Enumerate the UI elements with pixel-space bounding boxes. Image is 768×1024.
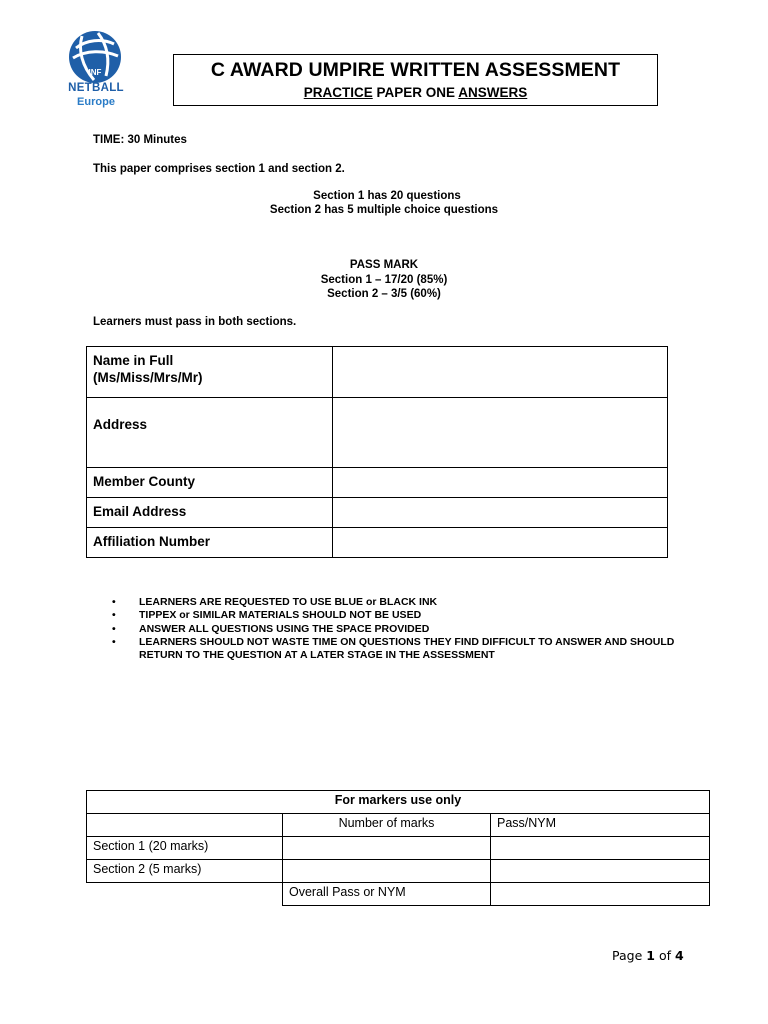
affiliation-field[interactable] [333,528,668,558]
affiliation-label: Affiliation Number [87,528,333,558]
section1-label: Section 1 (20 marks) [87,837,283,860]
overall-label: Overall Pass or NYM [283,883,491,906]
bullet-icon: • [112,635,116,648]
details-row-address [87,398,668,468]
time-text: TIME: 30 Minutes [93,134,187,146]
address-field[interactable] [333,398,668,468]
netball-europe-logo [62,30,130,110]
markers-heading-row [87,791,710,814]
page-word: Page [612,948,643,963]
address-label: Address [87,398,333,468]
instruction-text: ANSWER ALL QUESTIONS USING THE SPACE PROVIDED [139,622,430,635]
section1-count-text: Section 1 has 20 questions [313,190,461,202]
page-title: C AWARD UMPIRE WRITTEN ASSESSMENT [210,59,621,81]
markers-header-blank [87,814,283,837]
overall-pass-cell[interactable] [491,883,710,906]
instruction-item [112,623,712,636]
section2-count-text: Section 2 has 5 multiple choice questions [269,204,499,216]
instruction-text: TIPPEX or SIMILAR MATERIALS SHOULD NOT BE USED [139,609,422,622]
member-county-label: Member County [87,468,333,498]
name-field[interactable] [333,347,668,398]
subtitle-practice: PRACTICE [303,85,373,100]
section2-pass-cell[interactable] [491,860,710,883]
details-row-name [87,347,668,398]
markers-header-row [87,814,710,837]
instruction-item [112,636,712,663]
markers-heading: For markers use only [87,791,710,814]
bullet-icon: • [112,609,116,622]
name-label-line1: Name in Full [93,353,174,368]
subtitle-answers: ANSWERS [458,85,528,100]
markers-table [86,790,710,906]
brand-line2: Europe [77,96,115,108]
section1-pass-cell[interactable] [491,837,710,860]
email-field[interactable] [333,498,668,528]
pass-mark-section1: Section 1 – 17/20 (85%) [320,274,448,286]
page-total: 4 [674,948,684,963]
col-pass-nym: Pass/NYM [491,814,710,837]
subtitle-paper-one: PAPER ONE [376,85,456,100]
page-of: of [658,948,671,963]
section2-label: Section 2 (5 marks) [87,860,283,883]
overall-blank [87,883,283,906]
brand-line1: NETBALL [68,82,124,94]
page-number [612,948,684,963]
instruction-text: LEARNERS ARE REQUESTED TO USE BLUE or BLACK INK [139,596,438,608]
member-county-field[interactable] [333,468,668,498]
must-pass-text: Learners must pass in both sections. [93,316,297,328]
section1-marks-cell[interactable] [283,837,491,860]
instruction-item [112,596,712,609]
page-subtitle [174,85,657,100]
section2-marks-cell[interactable] [283,860,491,883]
details-row-email [87,498,668,528]
bullet-icon: • [112,622,116,635]
email-label: Email Address [87,498,333,528]
details-row-county [87,468,668,498]
details-row-affiliation [87,528,668,558]
pass-mark-heading: PASS MARK [349,259,419,271]
name-label [87,347,333,398]
page-current: 1 [646,948,655,963]
pass-mark-section2: Section 2 – 3/5 (60%) [327,288,441,300]
markers-row-section1 [87,837,710,860]
instruction-item [112,609,712,622]
name-label-line2: (Ms/Miss/Mrs/Mr) [93,370,203,385]
col-number-of-marks: Number of marks [283,814,491,837]
title-box [173,54,658,106]
globe-text: INF [88,68,102,77]
learner-details-table [86,346,668,558]
instructions-list [112,596,712,662]
instruction-text: LEARNERS SHOULD NOT WASTE TIME ON QUESTIONS THEY FIND DIFFICULT TO ANSWER AND SHOULD RETURN TO THE QUESTION AT A LATER STAGE IN THE ASSESSMENT [139,635,675,662]
globe-icon [68,30,122,84]
bullet-icon: • [112,596,116,608]
markers-row-section2 [87,860,710,883]
markers-row-overall [87,883,710,906]
comprises-text: This paper comprises section 1 and section 2. [93,163,345,175]
